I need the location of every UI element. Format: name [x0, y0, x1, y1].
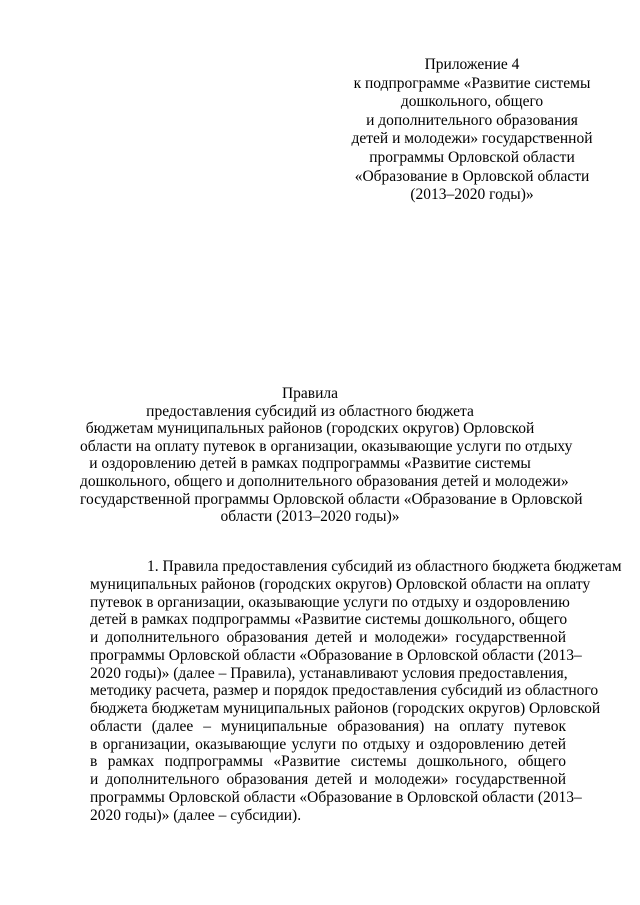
body-paragraph-1: [90, 558, 622, 824]
paragraph-line: методику расчета, размер и порядок предоставления субсидий из областного: [90, 682, 599, 700]
appendix-line: «Образование в Орловской области: [354, 167, 590, 185]
paragraph-line: муниципальных районов (городских округов) Орловской области на оплату: [90, 575, 591, 593]
paragraph-line: и дополнительного образования детей и молодежи» государственной: [90, 771, 566, 788]
paragraph-line: в организации, оказывающие услуги по отдыху и оздоровлению детей: [90, 735, 566, 753]
appendix-line: к подпрограмме «Развитие системы: [353, 74, 591, 92]
appendix-line: Приложение 4: [424, 56, 520, 73]
appendix-line: (2013–2020 годы)»: [410, 186, 534, 204]
paragraph-line: программы Орловской области «Образование в Орловской области (2013–: [90, 788, 582, 806]
title-line: и оздоровлению детей в рамках подпрограммы «Развитие системы: [89, 455, 531, 473]
paragraph-line: программы Орловской области «Образование в Орловской области (2013–: [90, 646, 582, 664]
title-line: области на оплату путевок в организации, оказывающие услуги по отдыху: [80, 437, 573, 455]
paragraph-line: путевок в организации, оказывающие услуги по отдыху и оздоровлению: [90, 593, 570, 611]
paragraph-line: 2020 годы)» (далее – субсидии).: [90, 806, 302, 824]
title-line: области (2013–2020 годы)»: [220, 508, 400, 526]
paragraph-line: 2020 годы)» (далее – Правила), устанавливают условия предоставления,: [90, 664, 568, 682]
appendix-line: дошкольного, общего: [400, 93, 544, 111]
paragraph-line: и дополнительного образования детей и молодежи» государственной: [90, 629, 566, 646]
title-line: дошкольного, общего и дополнительного образования детей и молодежи»: [80, 472, 569, 490]
title-line: государственной программы Орловской области «Образование в Орловской: [80, 490, 583, 508]
paragraph-line: 1. Правила предоставления субсидий из областного бюджета бюджетам: [147, 558, 622, 575]
document-title: [80, 385, 583, 526]
title-line: бюджетам муниципальных районов (городских округов) Орловской: [85, 420, 535, 438]
appendix-line: программы Орловской области: [369, 148, 575, 166]
paragraph-line: бюджета бюджетам муниципальных районов (городских округов) Орловской: [90, 700, 601, 717]
paragraph-line: в рамках подпрограммы «Развитие системы дошкольного, общего: [90, 753, 566, 771]
paragraph-line: области (далее – муниципальные образования) на оплату путевок: [90, 717, 566, 735]
appendix-line: и дополнительного образования: [366, 111, 578, 129]
title-line: предоставления субсидий из областного бюджета: [146, 402, 474, 420]
title-heading: Правила: [281, 385, 339, 402]
paragraph-line: детей в рамках подпрограммы «Развитие системы дошкольного, общего: [90, 611, 568, 629]
appendix-header: [336, 56, 608, 205]
appendix-line: детей и молодежи» государственной: [351, 130, 593, 148]
